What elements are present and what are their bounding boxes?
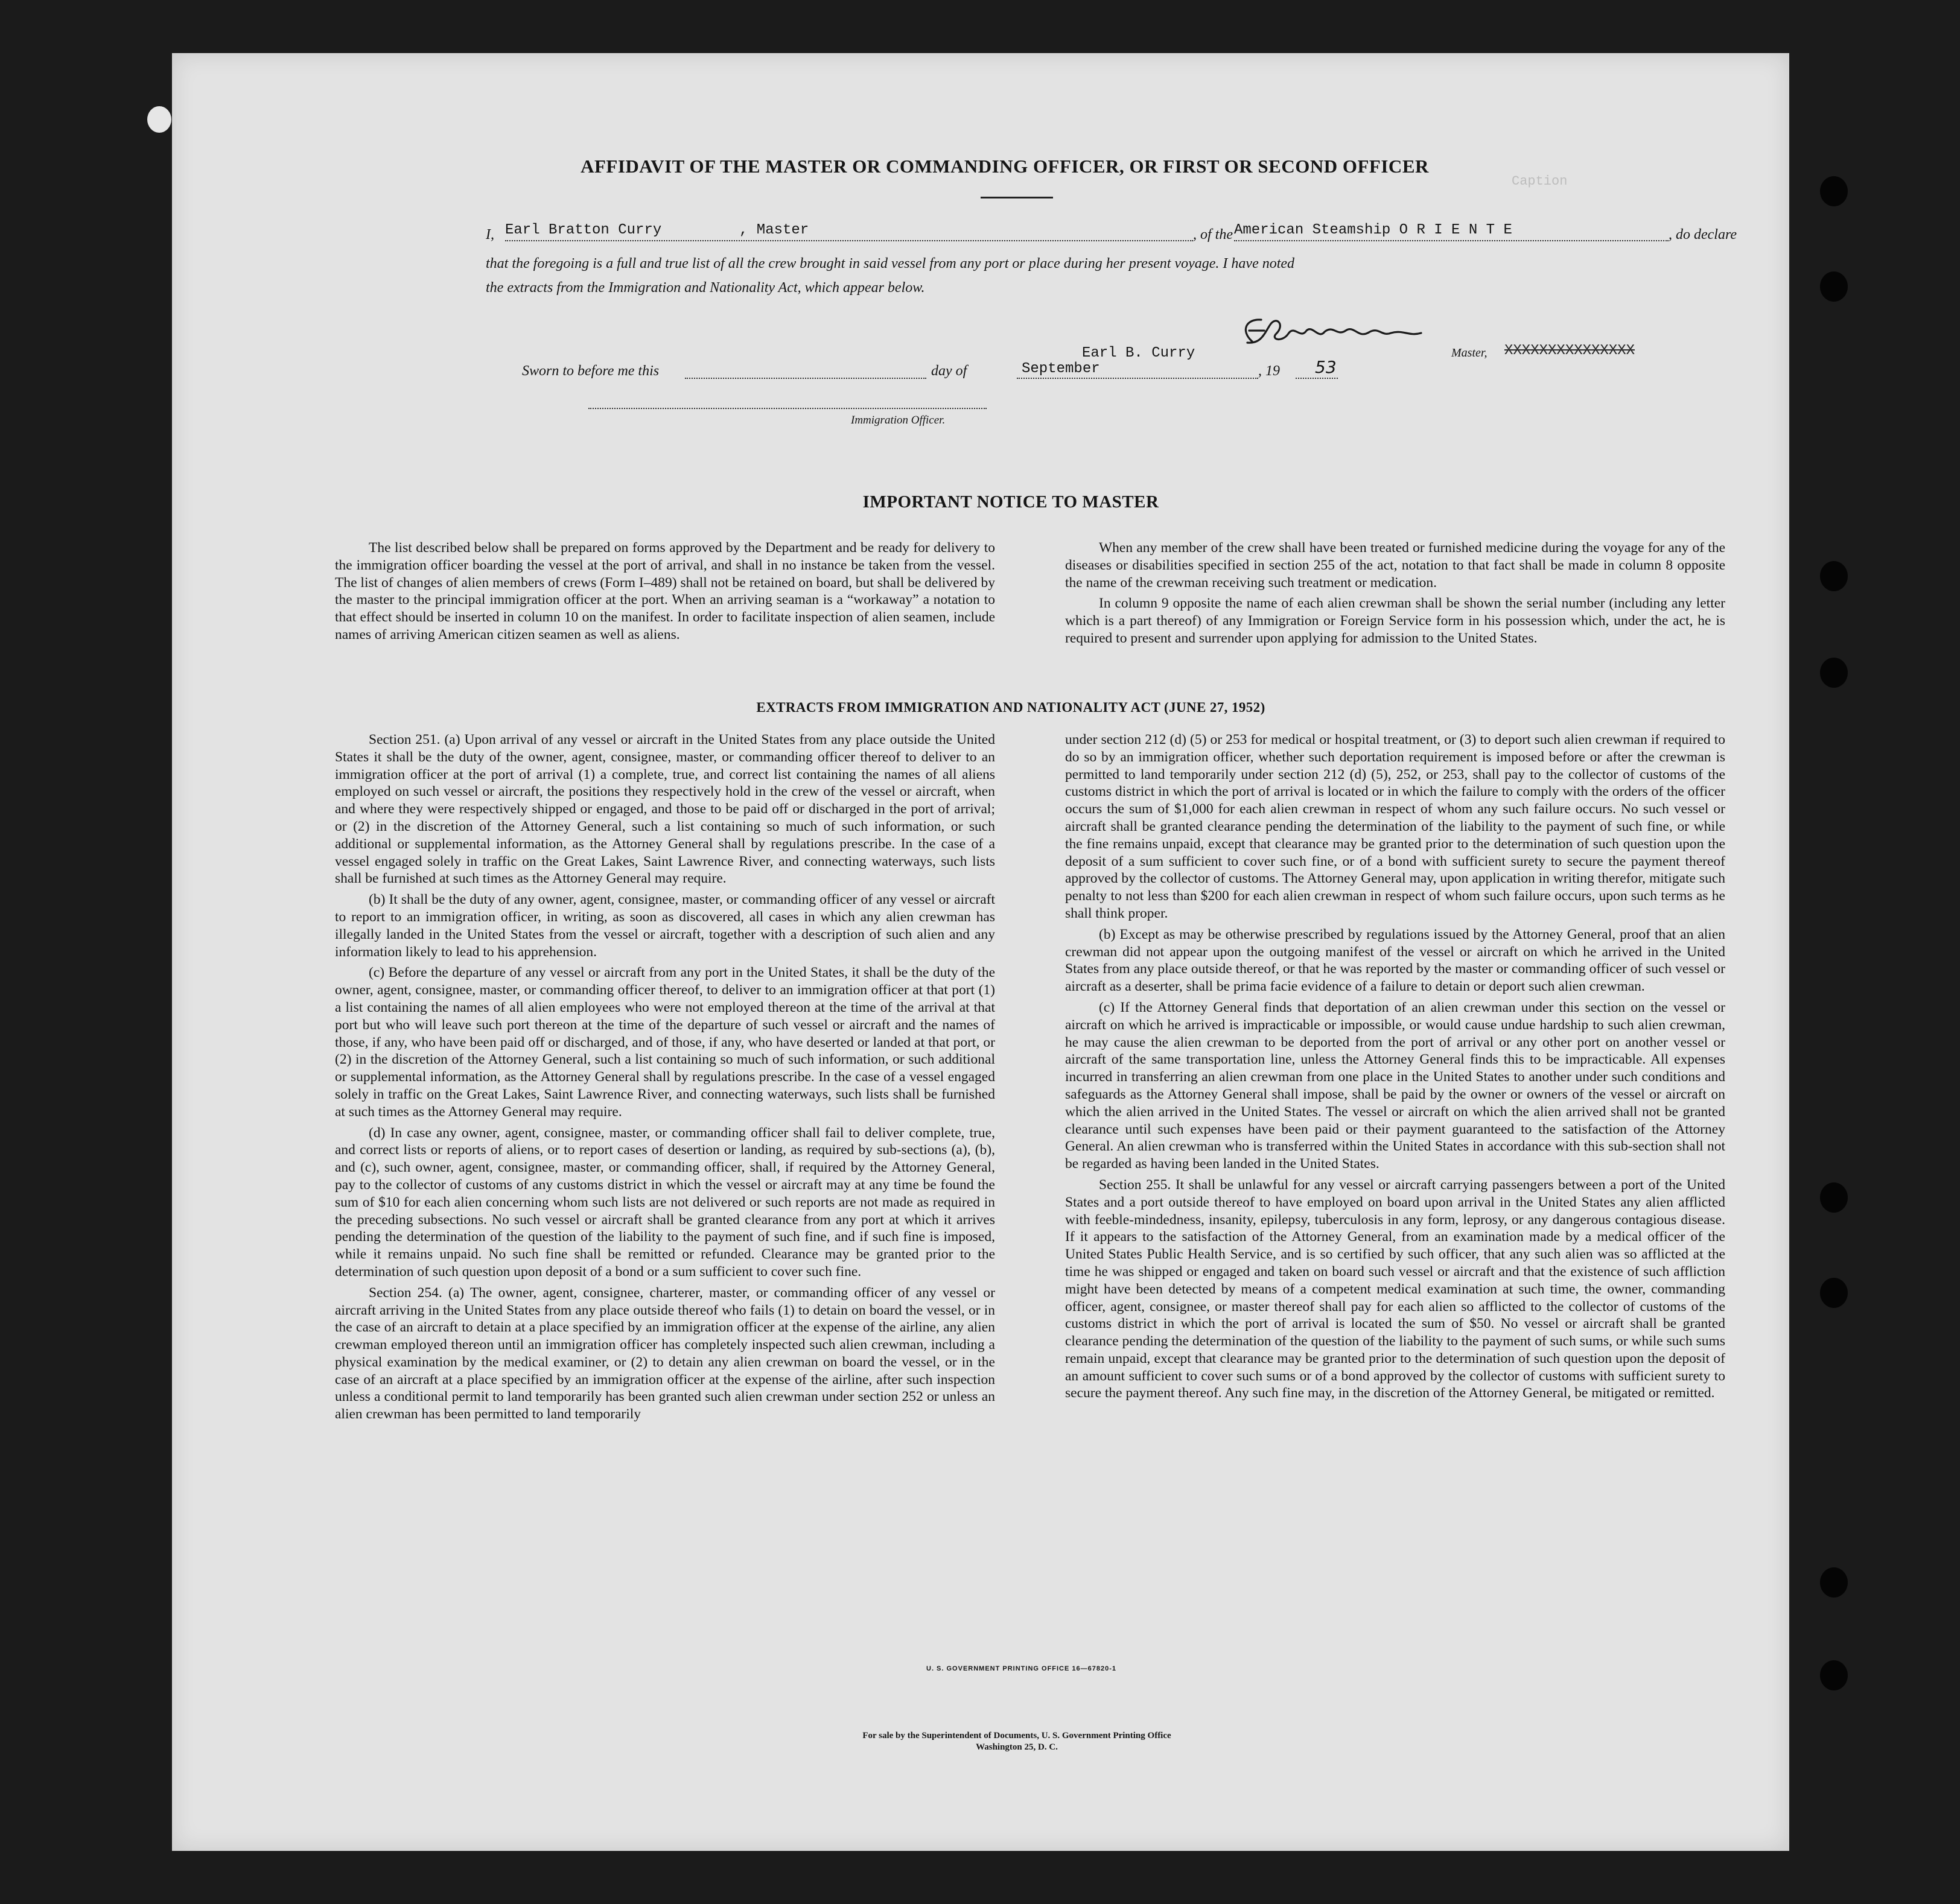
- of-the-label: , of the: [1193, 227, 1233, 243]
- affidavit-title: AFFIDAVIT OF THE MASTER OR COMMANDING OFFICER, OR FIRST OR SECOND OFFICER: [581, 156, 1429, 177]
- extracts-right-column: [1065, 731, 1725, 1406]
- sworn-month: September: [1022, 361, 1100, 377]
- punch-hole: [1820, 1567, 1848, 1598]
- master-rank: , Master: [739, 222, 809, 238]
- extracts-left-column: [335, 731, 995, 1427]
- notice-right-paragraph: In column 9 opposite the name of each alien crewman shall be shown the serial number (including any letter which is a part thereof) of any Immigration or Foreign Service form in his possession which, under the act, he is required to present and surrender upon applying for admission to the United States.: [1065, 595, 1725, 646]
- name-fill-line: [505, 240, 1193, 241]
- for-sale-line-2: Washington 25, D. C.: [976, 1742, 1058, 1752]
- gpo-imprint: U. S. GOVERNMENT PRINTING OFFICE 16—67820-1: [926, 1665, 1117, 1672]
- do-declare-label: , do declare: [1669, 227, 1737, 243]
- punch-hole: [1820, 561, 1848, 591]
- section-254-a-continued: under section 212 (d) (5) or 253 for medical or hospital treatment, or (3) to deport such alien crewman if required to do so by an immigration officer, whether such deportation requirement is imposed before or after the crewman is permitted to land temporarily under section 212 (d) (5), 252, or 253, shall pay to the collector of customs of the customs district in which the port of arrival is located or in which the failure to comply with the orders of the officer occurs the sum of $1,000 for each alien crewman in respect of whom any such failure occurs. No such vessel or aircraft shall be granted clearance pending the determination of the liability to the payment of such fine, or while the fine remains unpaid, except that clearance may be granted prior to the determination of such question upon the deposit of a sum sufficient to cover such fine, or of a bond with sufficient surety to secure the payment thereof approved by the collector of customs. The Attorney General may, upon application in writing therefor, mitigate such penalty to not less than $200 for each alien crewman in respect of whom such failure occurs, upon such terms as he shall think proper.: [1065, 732, 1725, 921]
- officer-signature-line: [588, 408, 987, 409]
- master-label: Master,: [1451, 346, 1488, 360]
- day-fill-line: [685, 378, 926, 379]
- struck-officer-title: XXXXXXXXXXXXXXX: [1504, 343, 1635, 359]
- document-page: [172, 53, 1789, 1851]
- declaration-line-2: the extracts from the Immigration and Nationality Act, which appear below.: [486, 280, 925, 296]
- vessel-name: American Steamship O R I E N T E: [1234, 222, 1512, 238]
- section-251-a: Section 251. (a) Upon arrival of any vessel or aircraft in the United States from any place outside the United States it shall be the duty of the owner, agent, consignee, master, or commanding officer thereof to deliver to an immigration officer at the port of arrival (1) a complete, true, and correct list containing the names of all aliens employed on such vessel or aircraft, the positions they respectively hold in the crew of the vessel or aircraft, when and where they were respectively shipped or engaged, and those to be paid off or discharged in the port of arrival; or (2) in the discretion of the Attorney General, such a list containing so much of such information, or such additional or supplemental information, as the Attorney General shall by regulations prescribe. In the case of a vessel engaged solely in traffic on the Great Lakes, Saint Lawrence River, and connecting waterways, such lists shall be furnished at such times as the Attorney General may require.: [335, 732, 995, 887]
- day-of-label: day of: [931, 363, 967, 379]
- immigration-officer-label: Immigration Officer.: [851, 414, 946, 427]
- year-fill-line: [1296, 378, 1338, 379]
- extracts-title: EXTRACTS FROM IMMIGRATION AND NATIONALITY ACT (JUNE 27, 1952): [756, 700, 1265, 715]
- vessel-fill-line: [1234, 240, 1669, 241]
- sworn-label: Sworn to before me this: [522, 363, 660, 379]
- typed-signature: Earl B. Curry: [1082, 345, 1195, 361]
- section-254-c: (c) If the Attorney General finds that deportation of an alien crewman under this section on the vessel or aircraft on which he arrived is impracticable or impossible, or would cause undue hardship to such alien crewman, he may cause the alien crewman to be deported from the port of arrival or any other port on another vessel or aircraft of the same transportation line, unless the Attorney General finds this to be impracticable. All expenses incurred in transferring an alien crewman from one place in the United States to another under such conditions and safeguards as the Attorney General shall impose, shall be paid by the owner or owners of the vessel or aircraft on which the alien arrived in the United States. The vessel or aircraft on which the alien arrived shall not be granted clearance until such expenses have been paid or their payment guaranteed to the satisfaction of the Attorney General. An alien crewman who is transferred within the United States in accordance with this sub-section shall not be regarded as having been landed in the United States.: [1065, 999, 1725, 1172]
- punch-hole: [1820, 1182, 1848, 1213]
- section-251-c: (c) Before the departure of any vessel or aircraft from any port in the United States, it shall be the duty of the owner, agent, consignee, master, or commanding officer thereof, to deliver to an immigration officer at that port (1) a list containing the names of all alien employees who were not employed thereon at the time of the arrival at that port but who will leave such port thereon at the time of the departure of such vessel or aircraft and the names of those, if any, who have been paid off or discharged, and of those, if any, who have deserted or landed at that port, or (2) in the discretion of the Attorney General, such a list containing so much of such information, or such additional or supplemental information, as the Attorney General shall by regulations prescribe. In the case of a vessel engaged solely in traffic on the Great Lakes, Saint Lawrence River, and connecting waterways, such lists shall be furnished at such times as the Attorney General may require.: [335, 965, 995, 1120]
- punch-hole: [1820, 176, 1848, 206]
- notice-right-paragraph: When any member of the crew shall have been treated or furnished medicine during the voyage for any of the diseases or disabilities specified in section 255 of the act, notation to that fact shall be made in column 8 opposite the name of the crewman receiving such treatment or medication.: [1065, 540, 1725, 591]
- master-name: Earl Bratton Curry: [505, 222, 662, 238]
- year-prefix: , 19: [1258, 363, 1280, 379]
- for-sale-notice: [775, 1730, 1258, 1753]
- declaration-line-1: that the foregoing is a full and true list of all the crew brought in said vessel from any port or place during her present voyage. I have noted: [486, 256, 1295, 271]
- notice-left-column: [335, 539, 995, 647]
- notice-title: IMPORTANT NOTICE TO MASTER: [862, 492, 1159, 512]
- bleed-through-text: Caption: [1512, 174, 1568, 189]
- sworn-year: 53: [1315, 357, 1337, 377]
- handwritten-signature: [1228, 306, 1445, 367]
- punch-hole: [1820, 658, 1848, 688]
- torn-corner: [147, 106, 171, 133]
- section-255: Section 255. It shall be unlawful for any vessel or aircraft carrying passengers between a port of the United States and a port outside thereof to have employed on board upon arrival in the United States any alien afflicted with feeble-mindedness, insanity, epilepsy, tuberculosis in any form, leprosy, or any dangerous contagious disease. If it appears to the satisfaction of the Attorney General, from an examination made by a medical officer of the United States Public Health Service, and is so certified by such officer, that any such alien was so afflicted at the time he was shipped or engaged and taken on board such vessel or aircraft and that the existence of such affliction might have been detected by means of a competent medical examination at such time, the owner, commanding officer, agent, consignee, or master thereof shall pay for each alien so afflicted to the collector of customs of the customs district in which the port of arrival is located the sum of $50. No vessel or aircraft shall be granted clearance pending the determination of the question of the liability to the payment of such sums, or while such sums remain unpaid, except that clearance may be granted prior to the determination of such question upon the deposit of an amount sufficient to cover such sums or of a bond approved by the collector of customs with sufficient surety to secure the payment thereof. Any such fine may, in the discretion of the Attorney General, be mitigated or remitted.: [1065, 1176, 1725, 1401]
- title-divider: [981, 197, 1053, 198]
- section-251-d: (d) In case any owner, agent, consignee, master, or commanding officer shall fail to deliver complete, true, and correct lists or reports of aliens, or to report cases of desertion or landing, as required by sub-sections (a), (b), and (c), such owner, agent, consignee, master, or commanding officer, shall, if required by the Attorney General, pay to the collector of customs of any customs district in which the vessel or aircraft may at any time be found the sum of $10 for each alien concerning whom such lists are not delivered or such reports are not made as required in the preceding subsections. No such vessel or aircraft shall be granted clearance from any port at which it arrives pending the determination of the question of the liability to the payment of such fine, and if such fine is imposed, while it remains unpaid. No such fine shall be remitted or refunded. Clearance may be granted prior to the determination of such question upon deposit of a bond or a sum sufficient to cover such fine.: [335, 1125, 995, 1280]
- for-sale-line-1: For sale by the Superintendent of Documents, U. S. Government Printing Office: [862, 1731, 1171, 1741]
- punch-hole: [1820, 1278, 1848, 1308]
- month-fill-line: [1017, 378, 1258, 379]
- section-254-a: Section 254. (a) The owner, agent, consignee, charterer, master, or commanding officer of any vessel or aircraft arriving in the United States from any place outside thereof who fails (1) to detain on board the vessel, or in the case of an aircraft to detain at a place specified by an immigration officer at the expense of the airline, any alien crewman employed thereon until an immigration officer has completely inspected such alien crewman, including a physical examination by the medical examiner, or (2) to detain any alien crewman on board the vessel, or in the case of an aircraft at a place specified by an immigration officer at the expense of the airline, after such inspection unless a conditional permit to land temporarily has been granted such alien crewman under section 252 or unless an alien crewman has been permitted to land temporarily: [335, 1284, 995, 1423]
- notice-left-paragraph: The list described below shall be prepared on forms approved by the Department and be ready for delivery to the immigration officer boarding the vessel at the port of arrival, and shall in no instance be taken from the vessel. The list of changes of alien members of crews (Form I–489) shall not be retained on board, but shall be delivered by the master to the principal immigration officer at the port. When an arriving seaman is a “workaway” a notation to that effect should be inserted in column 10 on the manifest. In order to facilitate inspection of alien seamen, include names of arriving American citizen seamen as well as aliens.: [335, 540, 995, 643]
- section-251-b: (b) It shall be the duty of any owner, agent, consignee, master, or commanding officer of any vessel or aircraft to report to an immigration officer, in writing, as soon as discovered, all cases in which any alien crewman has illegally landed in the United States from the vessel or aircraft, together with a description of such alien and any information likely to lead to his apprehension.: [335, 892, 995, 960]
- notice-right-column: [1065, 539, 1725, 651]
- section-254-b: (b) Except as may be otherwise prescribed by regulations issued by the Attorney General, proof that an alien crewman did not appear upon the outgoing manifest of the vessel or aircraft on which he arrived in the United States from any place outside thereof, or that he was reported by the master or commanding officer of such vessel or aircraft as a deserter, shall be prima facie evidence of a failure to detain or deport such alien crewman.: [1065, 926, 1725, 995]
- punch-hole: [1820, 1660, 1848, 1690]
- punch-hole: [1820, 271, 1848, 302]
- i-label: I,: [486, 227, 494, 243]
